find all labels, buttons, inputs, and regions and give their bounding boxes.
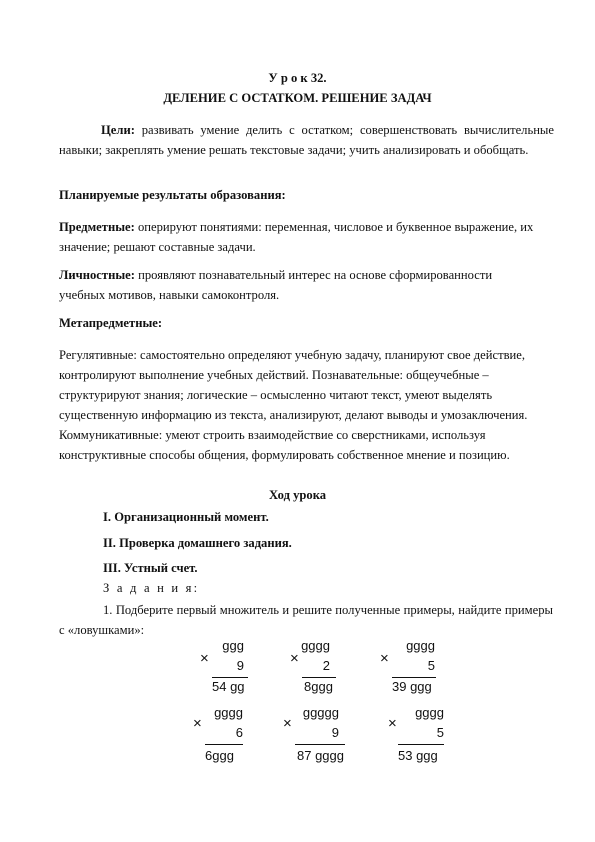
goals-label: Цели: bbox=[101, 123, 135, 137]
example-result: 6ggg bbox=[205, 748, 234, 763]
goals-paragraph bbox=[59, 120, 554, 160]
multiply-sign: × bbox=[193, 715, 202, 732]
task-1: 1. Подберите первый множитель и решите полученные примеры, найдите примеры с «ловушками»: bbox=[59, 603, 553, 637]
multiply-sign: × bbox=[290, 650, 299, 667]
lesson-title: ДЕЛЕНИЕ С ОСТАТКОМ. РЕШЕНИЕ ЗАДАЧ bbox=[163, 91, 432, 105]
result-line bbox=[205, 744, 243, 745]
example-multiplier: 6 bbox=[235, 725, 243, 740]
example-3 bbox=[380, 638, 450, 698]
example-multiplier: 9 bbox=[331, 725, 339, 740]
example-first-factor: gggg bbox=[214, 705, 243, 720]
stage-1: I. Организационный момент. bbox=[103, 510, 269, 524]
goals-text: развивать умение делить с остатком; совершенствовать вычислительные навыки; закреплять умение решать текстовые задачи; учить анализировать и обобщать. bbox=[59, 123, 554, 157]
personal-label: Личностные: bbox=[59, 268, 135, 282]
result-line bbox=[302, 677, 336, 678]
example-multiplier: 5 bbox=[436, 725, 444, 740]
stage-2: II. Проверка домашнего задания. bbox=[103, 536, 292, 550]
example-result: 8ggg bbox=[304, 679, 333, 694]
subject-paragraph bbox=[59, 217, 539, 257]
example-6 bbox=[388, 705, 458, 765]
result-line bbox=[295, 744, 345, 745]
stage-3: III. Устный счет. bbox=[103, 561, 198, 575]
example-first-factor: ggg bbox=[222, 638, 244, 653]
example-first-factor: gggg bbox=[415, 705, 444, 720]
example-1 bbox=[200, 638, 260, 698]
subject-label: Предметные: bbox=[59, 220, 135, 234]
example-result: 54 gg bbox=[212, 679, 245, 694]
example-result: 87 gggg bbox=[297, 748, 344, 763]
result-line bbox=[212, 677, 248, 678]
example-4 bbox=[193, 705, 253, 765]
personal-text: проявляют познавательный интерес на основе сформированности учебных мотивов, навыки самоконтроля. bbox=[59, 268, 493, 302]
planned-results-heading: Планируемые результаты образования: bbox=[59, 188, 286, 202]
example-5 bbox=[283, 705, 353, 765]
multiply-sign: × bbox=[200, 650, 209, 667]
example-multiplier: 2 bbox=[322, 658, 330, 673]
example-first-factor: gggg bbox=[406, 638, 435, 653]
example-first-factor: gggg bbox=[301, 638, 330, 653]
result-line bbox=[398, 744, 444, 745]
result-line bbox=[392, 677, 436, 678]
tasks-label: З а д а н и я: bbox=[103, 581, 200, 595]
example-first-factor: ggggg bbox=[302, 705, 339, 720]
subject-text: оперируют понятиями: переменная, числовое и буквенное выражение, их значение; решают составные задачи. bbox=[59, 220, 534, 254]
example-2 bbox=[290, 638, 350, 698]
example-result: 53 ggg bbox=[398, 748, 438, 763]
personal-paragraph bbox=[59, 265, 509, 305]
multiply-sign: × bbox=[380, 650, 389, 667]
multiply-sign: × bbox=[283, 715, 292, 732]
course-heading: Ход урока bbox=[268, 488, 327, 502]
example-result: 39 ggg bbox=[392, 679, 432, 694]
meta-heading: Метапредметные: bbox=[59, 316, 163, 330]
meta-text: Регулятивные: самостоятельно определяют учебную задачу, планируют свое действие, контролируют выполнение учебных действий. Познавательные: общеучебные – структурируют знания; логические – осмысленно читают текст, умеют выделять существенную информацию из текста, анализируют, делают выводы и умозаключения. Коммуникативные: умеют строить взаимодействие со сверстниками, используя конструктивные способы общения, формулировать собственное мнение и позицию. bbox=[59, 348, 528, 462]
multiply-sign: × bbox=[388, 715, 397, 732]
example-multiplier: 9 bbox=[236, 658, 244, 673]
example-multiplier: 5 bbox=[427, 658, 435, 673]
lesson-number: У р о к 32. bbox=[268, 71, 327, 85]
